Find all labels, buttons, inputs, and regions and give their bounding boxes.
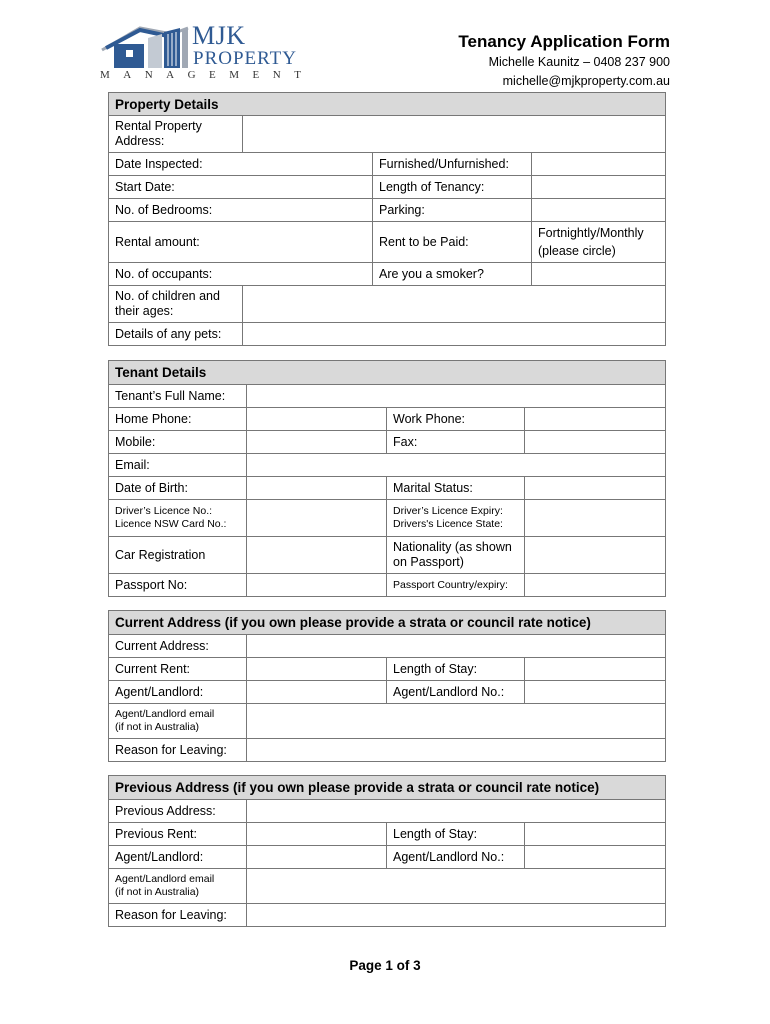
- label-email: Email:: [109, 454, 247, 477]
- field-current-agent[interactable]: [247, 681, 387, 704]
- contact-email[interactable]: michelle@mjkproperty.com.au: [502, 74, 670, 88]
- field-home-phone[interactable]: [247, 408, 387, 431]
- label-passport-country: Passport Country/expiry:: [387, 574, 525, 597]
- field-nationality[interactable]: [525, 537, 666, 574]
- field-work-phone[interactable]: [525, 408, 666, 431]
- logo-text-mjk: MJK: [192, 21, 246, 50]
- rent-frequency-options: Fortnightly/Monthly: [538, 226, 644, 240]
- label-full-name: Tenant’s Full Name:: [109, 385, 247, 408]
- tenant-details-table: [108, 360, 666, 597]
- rent-frequency-note: (please circle): [538, 244, 616, 258]
- logo-text-property: PROPERTY: [193, 48, 297, 69]
- label-licence-state: Drivers's Licence State:: [393, 518, 503, 530]
- field-fax[interactable]: [525, 431, 666, 454]
- section-heading-tenant: Tenant Details: [109, 361, 666, 385]
- field-bedrooms[interactable]: No. of Bedrooms:: [109, 199, 373, 222]
- field-current-agent-no[interactable]: [525, 681, 666, 704]
- form-title: Tenancy Application Form: [458, 32, 670, 51]
- field-email[interactable]: [247, 454, 666, 477]
- label-fax: Fax:: [387, 431, 525, 454]
- field-current-agent-email[interactable]: [247, 704, 666, 739]
- label-smoker: Are you a smoker?: [373, 263, 532, 286]
- label-home-phone: Home Phone:: [109, 408, 247, 431]
- field-passport-country[interactable]: [525, 574, 666, 597]
- section-heading-previous: Previous Address (if you own please provide a strata or council rate notice): [109, 776, 666, 800]
- field-licence[interactable]: [247, 500, 387, 537]
- field-previous-rent[interactable]: [247, 823, 387, 846]
- field-date-inspected[interactable]: Date Inspected:: [109, 153, 373, 176]
- label-previous-stay: Length of Stay:: [387, 823, 525, 846]
- label-current-agent: Agent/Landlord:: [109, 681, 247, 704]
- label-licence-card: Licence NSW Card No.:: [115, 518, 227, 530]
- label-previous-reason: Reason for Leaving:: [109, 904, 247, 927]
- label-current-agent-email-text: Agent/Landlord email: [115, 708, 215, 720]
- page-number: Page 1 of 3: [349, 958, 421, 973]
- section-heading-current: Current Address (if you own please provide a strata or council rate notice): [109, 611, 666, 635]
- label-previous-agent-email-note: (if not in Australia): [115, 886, 200, 898]
- field-marital[interactable]: [525, 477, 666, 500]
- field-length-tenancy[interactable]: [532, 176, 666, 199]
- label-passport-no: Passport No:: [109, 574, 247, 597]
- label-rent-paid: Rent to be Paid:: [373, 222, 532, 263]
- label-current-rent: Current Rent:: [109, 658, 247, 681]
- field-furnished[interactable]: [532, 153, 666, 176]
- field-current-address[interactable]: [247, 635, 666, 658]
- field-full-name[interactable]: [247, 385, 666, 408]
- field-previous-stay[interactable]: [525, 823, 666, 846]
- company-logo: [100, 21, 315, 86]
- label-previous-address: Previous Address:: [109, 800, 247, 823]
- field-current-stay[interactable]: [525, 658, 666, 681]
- label-dob: Date of Birth:: [109, 477, 247, 500]
- label-current-stay: Length of Stay:: [387, 658, 525, 681]
- field-licence-expiry-state[interactable]: [525, 500, 666, 537]
- field-previous-address[interactable]: [247, 800, 666, 823]
- field-children[interactable]: [243, 286, 666, 323]
- label-licence-expiry: Driver’s Licence Expiry:: [393, 505, 503, 517]
- label-current-agent-email: [109, 704, 247, 739]
- label-previous-agent-email: [109, 869, 247, 904]
- field-rental-address[interactable]: [243, 116, 666, 153]
- label-current-agent-no: Agent/Landlord No.:: [387, 681, 525, 704]
- label-current-agent-email-note: (if not in Australia): [115, 721, 200, 733]
- label-car-rego: Car Registration: [109, 537, 247, 574]
- field-previous-agent-no[interactable]: [525, 846, 666, 869]
- label-current-reason: Reason for Leaving:: [109, 739, 247, 762]
- label-rental-address: Rental Property Address:: [109, 116, 243, 153]
- label-nationality: Nationality (as shown on Passport): [387, 537, 525, 574]
- label-children: No. of children and their ages:: [109, 286, 243, 323]
- label-furnished: Furnished/Unfurnished:: [373, 153, 532, 176]
- label-previous-rent: Previous Rent:: [109, 823, 247, 846]
- field-mobile[interactable]: [247, 431, 387, 454]
- field-current-reason[interactable]: [247, 739, 666, 762]
- field-previous-agent-email[interactable]: [247, 869, 666, 904]
- field-parking[interactable]: [532, 199, 666, 222]
- field-start-date[interactable]: Start Date:: [109, 176, 373, 199]
- contact-name-phone: Michelle Kaunitz – 0408 237 900: [488, 55, 670, 69]
- label-mobile: Mobile:: [109, 431, 247, 454]
- field-previous-agent[interactable]: [247, 846, 387, 869]
- label-previous-agent-no: Agent/Landlord No.:: [387, 846, 525, 869]
- label-previous-agent: Agent/Landlord:: [109, 846, 247, 869]
- field-passport-no[interactable]: [247, 574, 387, 597]
- label-parking: Parking:: [373, 199, 532, 222]
- field-pets[interactable]: [243, 323, 666, 346]
- field-current-rent[interactable]: [247, 658, 387, 681]
- field-dob[interactable]: [247, 477, 387, 500]
- field-rent-frequency[interactable]: [532, 222, 666, 263]
- label-licence-no: Driver’s Licence No.:: [115, 505, 213, 517]
- label-current-address: Current Address:: [109, 635, 247, 658]
- house-building-icon: [100, 24, 192, 70]
- label-licence: [109, 500, 247, 537]
- label-licence-expiry-state: [387, 500, 525, 537]
- label-marital: Marital Status:: [387, 477, 525, 500]
- field-smoker[interactable]: [532, 263, 666, 286]
- property-details-table: [108, 92, 666, 346]
- label-previous-agent-email-text: Agent/Landlord email: [115, 873, 215, 885]
- previous-address-table: [108, 775, 666, 927]
- current-address-table: [108, 610, 666, 762]
- field-occupants[interactable]: No. of occupants:: [109, 263, 373, 286]
- label-work-phone: Work Phone:: [387, 408, 525, 431]
- label-pets: Details of any pets:: [109, 323, 243, 346]
- field-previous-reason[interactable]: [247, 904, 666, 927]
- label-length-tenancy: Length of Tenancy:: [373, 176, 532, 199]
- field-car-rego[interactable]: [247, 537, 387, 574]
- field-rental-amount[interactable]: Rental amount:: [109, 222, 373, 263]
- section-heading-property: Property Details: [109, 93, 666, 116]
- logo-text-management: MANAGEMENT: [100, 69, 315, 81]
